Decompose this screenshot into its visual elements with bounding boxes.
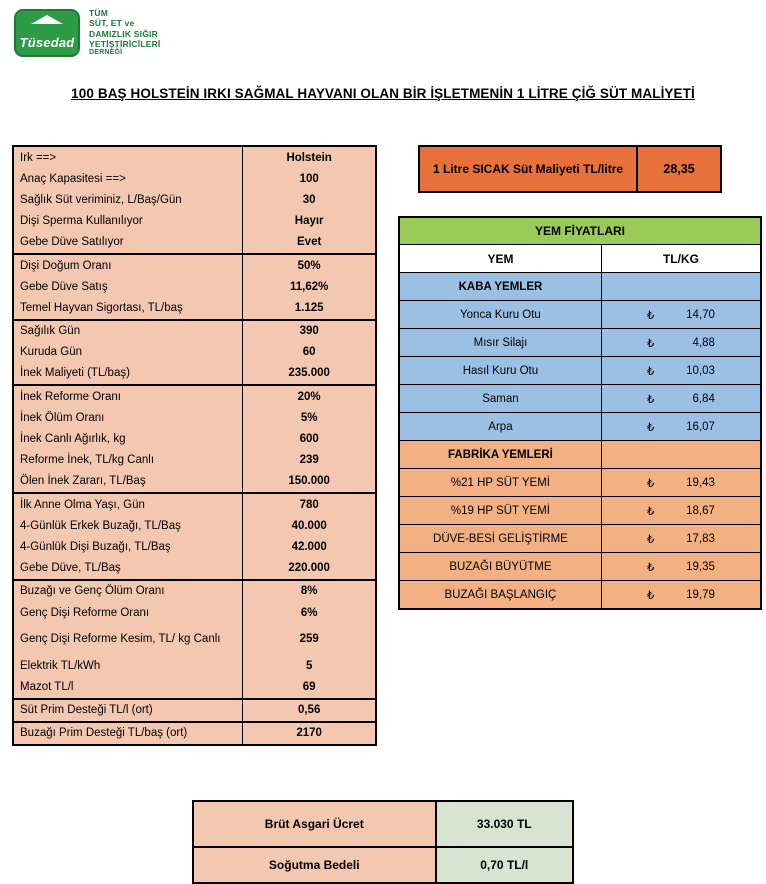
feed-section-name: FABRİKA YEMLERİ: [399, 441, 601, 469]
feed-row: [399, 385, 761, 413]
parameter-value: 11,62%: [289, 280, 329, 293]
table-row: [13, 655, 376, 676]
parameter-label: Anaç Kapasitesi ==>: [13, 168, 243, 189]
wage-label: Soğutma Bedeli: [193, 847, 436, 883]
parameter-value: 5%: [300, 411, 318, 424]
parameter-value: 2170: [243, 722, 376, 745]
brand-logo: [14, 8, 160, 58]
parameter-value: 69: [243, 676, 376, 698]
table-row: [13, 515, 376, 536]
feed-row: [399, 553, 761, 581]
milk-cost-box: [418, 145, 722, 193]
feed-price-cell: [601, 413, 761, 441]
feed-price-cell: [601, 385, 761, 413]
table-row: [13, 471, 376, 493]
lira-currency-symbol: ₺: [646, 309, 655, 322]
parameter-label: Süt Prim Desteği TL/l (ort): [13, 699, 243, 722]
parameter-value: 235.000: [243, 363, 376, 385]
feed-price-cell: [601, 469, 761, 497]
feed-row: [399, 469, 761, 497]
parameter-label: Mazot TL/l: [13, 676, 243, 698]
table-row: [13, 211, 376, 232]
lira-currency-symbol: ₺: [646, 505, 655, 518]
parameter-label: İnek Canlı Ağırlık, kg: [13, 428, 243, 449]
parameter-label: İnek Reforme Oranı: [13, 385, 243, 407]
parameter-label: Irk ==>: [13, 146, 243, 168]
feed-name: Hasıl Kuru Otu: [399, 357, 601, 385]
wage-value: 0,70 TL/l: [436, 847, 573, 883]
table-row: [13, 254, 376, 276]
feed-name: BUZAĞI BÜYÜTME: [399, 553, 601, 581]
parameter-label: Genç Dişi Reforme Kesim, TL/ kg Canlı: [13, 623, 243, 655]
feed-section-price-blank: [601, 441, 761, 469]
parameter-value: 600: [299, 433, 319, 446]
parameter-label: Gebe Düve Satılıyor: [13, 232, 243, 254]
parameter-value: 1.125: [243, 297, 376, 319]
feed-price-value: 14,70: [686, 308, 715, 321]
feed-name: BUZAĞI BAŞLANGIÇ: [399, 581, 601, 610]
table-row: [13, 342, 376, 363]
lira-currency-symbol: ₺: [646, 365, 655, 378]
lira-currency-symbol: ₺: [646, 421, 655, 434]
logo-badge-icon: [14, 9, 80, 57]
parameter-label: Buzağı Prim Desteği TL/baş (ort): [13, 722, 243, 745]
feed-price-cell: [601, 357, 761, 385]
lira-currency-symbol: ₺: [646, 337, 655, 350]
feed-price-value: 16,07: [686, 420, 715, 433]
parameter-value: 5: [305, 659, 313, 672]
table-row: [13, 297, 376, 319]
logo-line-3: DAMIZLIK SIĞIR: [89, 28, 158, 39]
table-row: [13, 623, 376, 655]
feed-section-header-row: [399, 441, 761, 469]
table-row: [13, 320, 376, 342]
parameters-table: [12, 145, 377, 746]
parameter-value: 40.000: [291, 519, 327, 532]
wage-value: 33.030 TL: [436, 801, 573, 847]
feed-row: [399, 525, 761, 553]
table-row: [13, 536, 376, 557]
parameter-value: 30: [302, 193, 316, 206]
feed-price-cell: [601, 525, 761, 553]
logo-line-1: TÜM: [89, 8, 109, 18]
milk-cost-label: 1 Litre SICAK Süt Maliyeti TL/litre: [419, 146, 637, 192]
parameter-value: 259: [299, 633, 319, 646]
wage-row: [193, 847, 573, 883]
feed-row: [399, 581, 761, 610]
lira-currency-symbol: ₺: [646, 393, 655, 406]
parameter-label: Ölen İnek Zararı, TL/Baş: [13, 471, 243, 493]
feed-price-cell: [601, 301, 761, 329]
parameter-label: 4-Günlük Erkek Buzağı, TL/Baş: [13, 515, 243, 536]
feed-table-title: YEM FİYATLARI: [399, 217, 761, 245]
parameter-label: Dişi Doğum Oranı: [13, 254, 243, 276]
feed-price-value: 18,67: [686, 504, 715, 517]
feed-name: %19 HP SÜT YEMİ: [399, 497, 601, 525]
parameter-value: 60: [302, 346, 316, 359]
table-row: [13, 699, 376, 722]
parameter-value: 150.000: [243, 471, 376, 493]
table-row: [13, 363, 376, 385]
feed-price-value: 4,88: [692, 336, 715, 349]
table-row: [13, 276, 376, 297]
barn-roof-icon: [31, 15, 63, 24]
feed-column-header-price: TL/KG: [601, 245, 761, 273]
lira-currency-symbol: ₺: [646, 589, 655, 602]
parameter-value: 239: [299, 454, 319, 467]
lira-currency-symbol: ₺: [646, 477, 655, 490]
feed-row: [399, 301, 761, 329]
feed-name: Saman: [399, 385, 601, 413]
parameter-value: 20%: [297, 390, 321, 403]
table-row: [13, 146, 376, 168]
logo-association-lines: [89, 8, 160, 58]
table-row: [13, 189, 376, 210]
feed-name: Yonca Kuru Otu: [399, 301, 601, 329]
logo-line-2: SÜT, ET ve: [89, 18, 135, 29]
wage-row: [193, 801, 573, 847]
table-row: [13, 602, 376, 623]
feed-column-header-name: YEM: [399, 245, 601, 273]
table-row: [13, 232, 376, 254]
table-row: [13, 676, 376, 698]
feed-name: DÜVE-BESİ GELİŞTİRME: [399, 525, 601, 553]
feed-table-header-row: [399, 245, 761, 273]
parameter-value: 8%: [300, 585, 318, 598]
feed-price-value: 6,84: [692, 392, 715, 405]
parameter-value: 780: [299, 498, 319, 511]
milk-cost-value: 28,35: [663, 162, 695, 176]
feed-price-cell: [601, 329, 761, 357]
parameter-value: 100: [299, 172, 319, 185]
parameter-label: Reforme İnek, TL/kg Canlı: [13, 450, 243, 471]
parameter-value: 6%: [300, 606, 318, 619]
feed-row: [399, 497, 761, 525]
wage-label: Brüt Asgari Ücret: [193, 801, 436, 847]
table-row: [13, 558, 376, 580]
feed-price-value: 19,43: [686, 476, 715, 489]
table-row: [13, 428, 376, 449]
table-row: [13, 493, 376, 515]
feed-name: Mısır Silajı: [399, 329, 601, 357]
logo-line-4: YETİŞTİRİCİLERİ: [89, 39, 161, 50]
parameter-label: Elektrik TL/kWh: [13, 655, 243, 676]
table-row: [13, 407, 376, 428]
parameter-value: Holstein: [286, 151, 332, 164]
parameter-value: 50%: [297, 259, 321, 272]
parameter-label: Dişi Sperma Kullanılıyor: [13, 211, 243, 232]
parameter-label: İnek Maliyeti (TL/baş): [13, 363, 243, 385]
wage-table: [192, 800, 574, 884]
lira-currency-symbol: ₺: [646, 533, 655, 546]
feed-name: %21 HP SÜT YEMİ: [399, 469, 601, 497]
feed-name: Arpa: [399, 413, 601, 441]
parameter-label: İnek Ölüm Oranı: [13, 407, 243, 428]
parameter-label: Genç Dişi Reforme Oranı: [13, 602, 243, 623]
parameter-label: Buzağı ve Genç Ölüm Oranı: [13, 580, 243, 602]
parameter-value: Evet: [243, 232, 376, 254]
lira-currency-symbol: ₺: [646, 561, 655, 574]
parameter-label: Gebe Düve Satış: [13, 276, 243, 297]
parameter-label: Kuruda Gün: [13, 342, 243, 363]
parameter-label: 4-Günlük Dişi Buzağı, TL/Baş: [13, 536, 243, 557]
logo-brand-text: Tüsedad: [19, 34, 75, 50]
table-row: [13, 385, 376, 407]
feed-section-name: KABA YEMLER: [399, 273, 601, 301]
feed-price-value: 19,79: [686, 588, 715, 601]
parameter-label: İlk Anne Olma Yaşı, Gün: [13, 493, 243, 515]
feed-price-value: 10,03: [686, 364, 715, 377]
feed-price-value: 17,83: [686, 532, 715, 545]
feed-section-price-blank: [601, 273, 761, 301]
parameter-label: Sağlık Süt veriminiz, L/Baş/Gün: [13, 189, 243, 210]
parameter-value: 220.000: [243, 558, 376, 580]
parameter-value: 42.000: [291, 540, 327, 553]
feed-row: [399, 413, 761, 441]
parameter-label: Gebe Düve, TL/Baş: [13, 558, 243, 580]
table-row: [13, 450, 376, 471]
parameter-value: Hayır: [294, 215, 324, 228]
parameter-label: Temel Hayvan Sigortası, TL/baş: [13, 297, 243, 319]
page-title: 100 BAŞ HOLSTEİN IRKI SAĞMAL HAYVANI OLAN BİR İŞLETMENİN 1 LİTRE ÇİĞ SÜT MALİYETİ: [71, 86, 695, 101]
feed-row: [399, 329, 761, 357]
feed-row: [399, 357, 761, 385]
feed-section-header-row: [399, 273, 761, 301]
parameter-value: 0,56: [243, 699, 376, 722]
feed-prices-table: [398, 216, 762, 610]
table-row: [13, 722, 376, 745]
feed-price-cell: [601, 497, 761, 525]
table-row: [13, 580, 376, 602]
feed-price-cell: [601, 581, 761, 610]
feed-price-value: 19,35: [686, 560, 715, 573]
parameter-label: Sağılık Gün: [13, 320, 243, 342]
feed-table-title-row: [399, 217, 761, 245]
logo-line-5: DERNEĞİ: [89, 49, 123, 57]
table-row: [13, 168, 376, 189]
feed-price-cell: [601, 553, 761, 581]
parameter-value: 390: [299, 325, 319, 338]
